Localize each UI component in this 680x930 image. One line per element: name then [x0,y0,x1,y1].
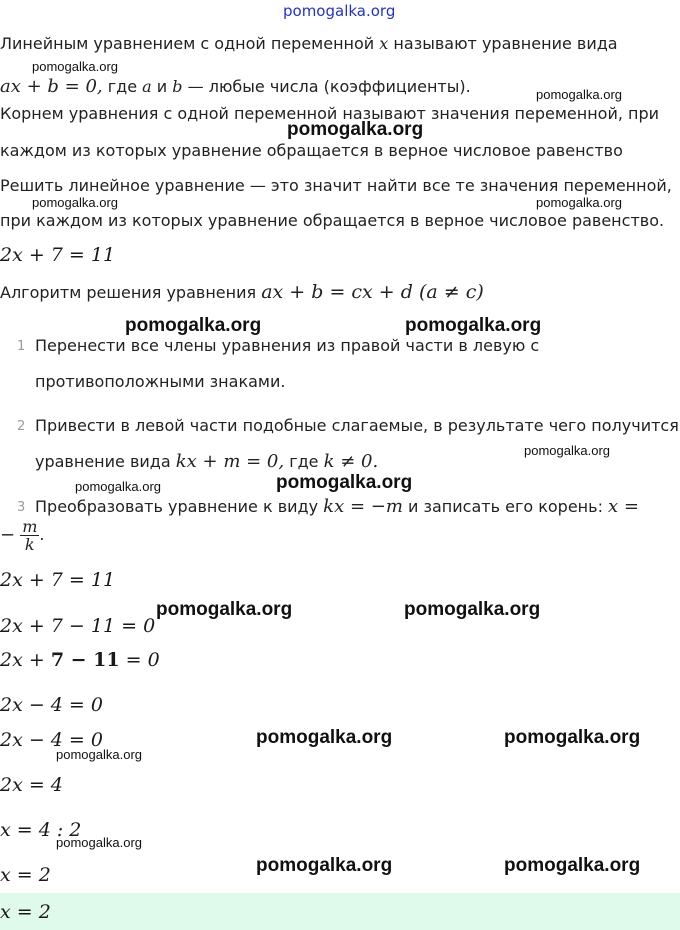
definition-equation: ax + b = 0, [0,76,103,97]
step-3-bold-terms: 7 − 11 [50,649,120,671]
solution-step-6: 2x = 4 [0,774,63,796]
solution-step-8: x = 2 [0,864,51,886]
step-1-line-2: противоположными знаками. [35,372,286,391]
step-3-minus: − [0,524,16,546]
step-2-line-2 [35,452,378,472]
step-2-condition: k ≠ 0. [323,451,379,472]
watermark: pomogalka.org [75,479,161,494]
step-3-x: x = [608,496,640,517]
step-3-line-2 [0,518,44,553]
step-2-equation: kx + m = 0, [175,451,285,472]
watermark: pomogalka.org [256,727,393,748]
watermark: pomogalka.org [524,443,610,458]
algorithm-formula: ax + b = cx + d (a ≠ c) [261,281,484,303]
step-2-where: где [289,452,319,471]
algorithm-title-row [0,282,484,303]
watermark-top-link[interactable]: pomogalka.org [283,2,396,20]
step-1-line-1: Перенести все члены уравнения из правой части в левую с [35,336,540,355]
given-equation: 2x + 7 = 11 [0,244,116,266]
step-3-line-1 [35,497,639,517]
solution-step-7: x = 4 : 2 [0,819,82,841]
definition-text: Линейным уравнением с одной переменной [0,34,375,53]
root-fraction [20,518,39,553]
step-2-line-1: Привести в левой части подобные слагаемые, в результате чего получится [35,416,679,435]
watermark: pomogalka.org [536,87,622,102]
definition-line-2 [0,77,471,97]
watermark: pomogalka.org [32,59,118,74]
step-2-text: уравнение вида [35,452,171,471]
step-number-3: 3 [17,500,26,515]
definition-tail: — любые числа (коэффициенты). [187,77,471,96]
solution-step-5: 2x − 4 = 0 [0,729,103,751]
watermark: pomogalka.org [404,599,541,620]
watermark: pomogalka.org [287,119,424,140]
solution-step-2: 2x + 7 − 11 = 0 [0,615,156,637]
step-3-equation: kx = −m [323,496,403,517]
solution-step-1: 2x + 7 = 11 [0,569,116,591]
definition-variable: x [379,34,389,53]
solution-step-3 [0,648,160,672]
definition-and: и [156,77,168,96]
step-3-mid: и записать его корень: [408,497,603,516]
root-def-line-1: Корнем уравнения с одной переменной называют значения переменной, при [0,104,660,123]
step-number-1: 1 [17,339,26,354]
step-3-text: Преобразовать уравнение к виду [35,497,319,516]
solve-def-line-2: при каждом из которых уравнение обращается в верное числовое равенство. [0,211,665,230]
step-3-post: = 0 [119,649,160,671]
watermark: pomogalka.org [32,195,118,210]
step-3-pre: 2x + [0,649,51,671]
step-3-dot: . [39,525,45,544]
root-def-line-2: каждом из которых уравнение обращается в верное числовое равенство [0,141,623,160]
solve-def-line-1: Решить линейное уравнение — это значит найти все те значения переменной, [0,176,672,195]
watermark: pomogalka.org [56,747,142,762]
watermark: pomogalka.org [56,835,142,850]
watermark: pomogalka.org [504,855,641,876]
watermark: pomogalka.org [125,315,262,336]
watermark: pomogalka.org [156,599,293,620]
definition-end: называют уравнение вида [393,34,618,53]
definition-where: где [107,77,138,96]
step-number-2: 2 [17,419,26,434]
solution-step-4: 2x − 4 = 0 [0,694,103,716]
watermark: pomogalka.org [536,195,622,210]
answer: x = 2 [0,901,51,923]
watermark: pomogalka.org [504,727,641,748]
watermark: pomogalka.org [256,855,393,876]
definition-line-1 [0,34,618,54]
coef-a: a [142,77,152,96]
algorithm-title: Алгоритм решения уравнения [0,283,257,302]
answer-highlight [0,893,680,930]
watermark: pomogalka.org [276,472,413,493]
fraction-denominator: k [24,535,35,554]
coef-b: b [172,77,183,96]
fraction-numerator: m [22,517,38,536]
watermark: pomogalka.org [405,315,542,336]
